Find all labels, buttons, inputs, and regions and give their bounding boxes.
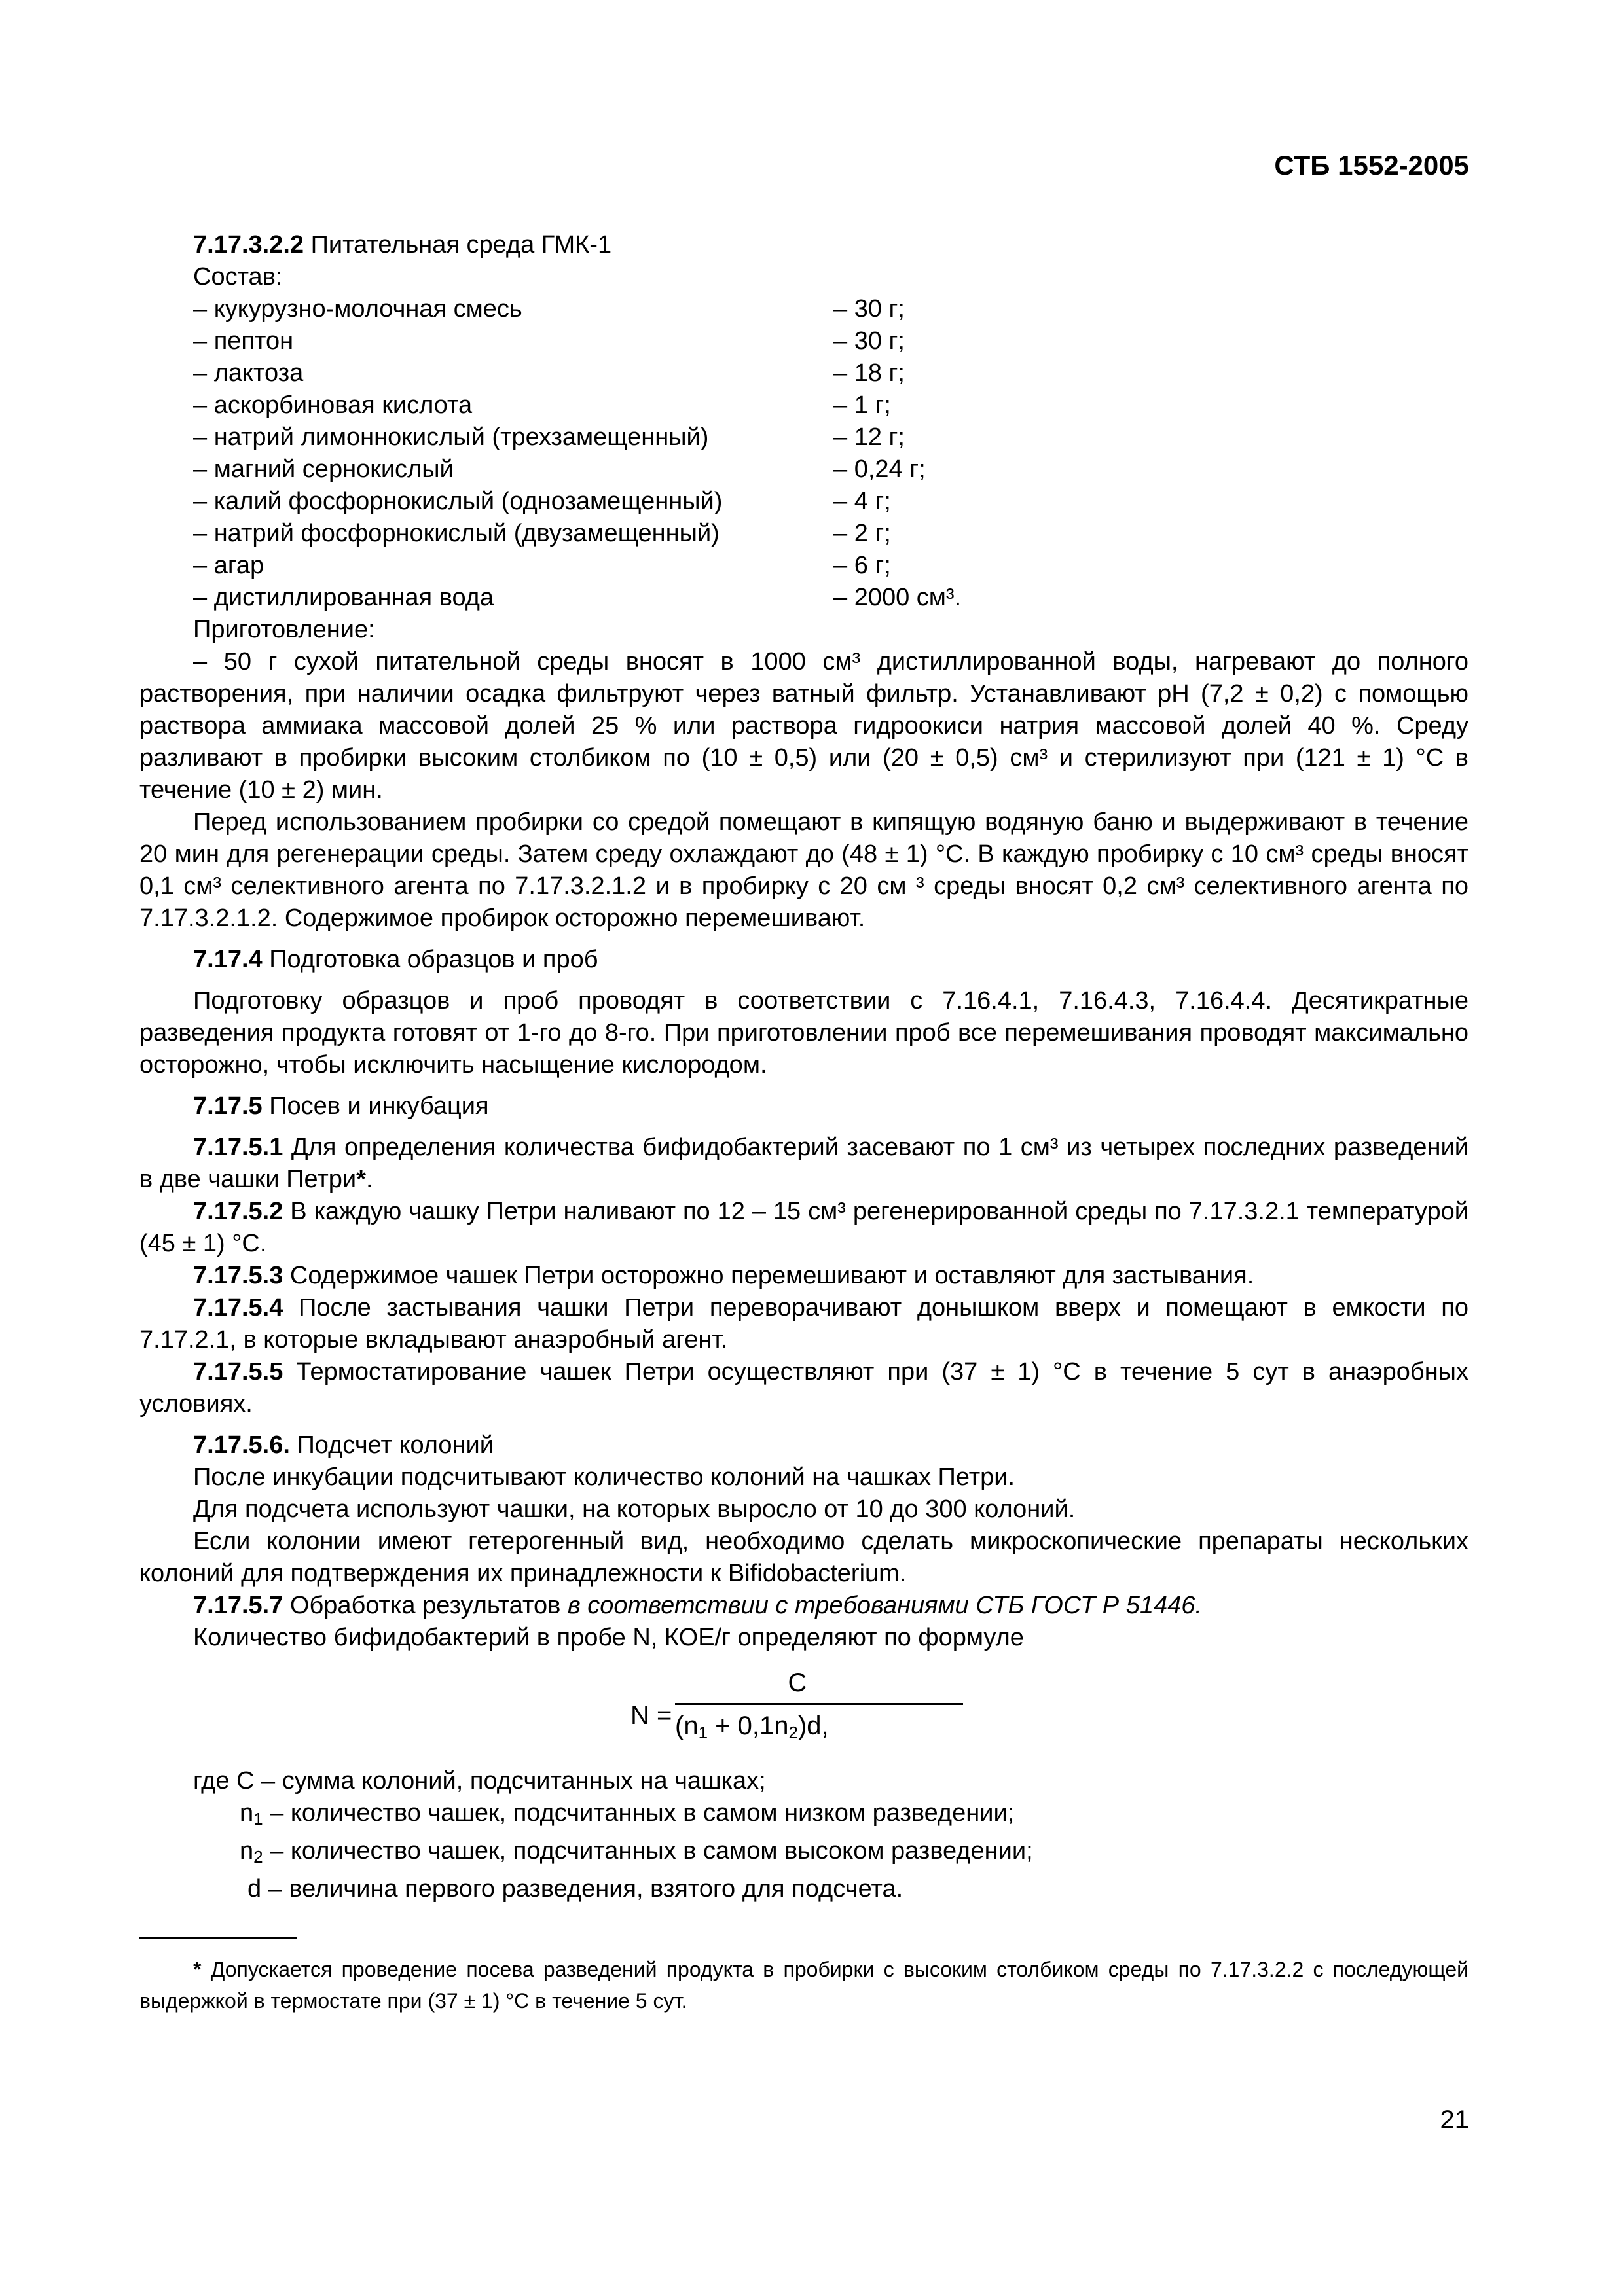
formula [139, 1667, 1468, 1765]
component-row: – аскорбиновая кислота – 1 г; [193, 391, 891, 419]
section-heading: 7.17.5.7 Обработка результатов в соответствии с требованиями СТБ ГОСТ Р 51446. [193, 1592, 1202, 1619]
body-line: После инкубации подсчитывают количество колоний на чашках Петри. [193, 1463, 1015, 1491]
composition-label: Состав: [193, 263, 283, 291]
preparation-paragraph: – 50 г сухой питательной среды вносят в 1000 см³ дистиллированной воды, нагревают до полного растворения, при наличии осадка фильтруют через ватный фильтр. Устанавливают рН (7,2 ± 0,2) с помощью раствора аммиака массовой долей 25 % или раствора гидроокиси натрия массовой долей 40 %. Среду разливают в пробирки высоким столбиком по (10 ± 0,5) или (20 ± 0,5) см³ и стерилизуют при (121 ± 1) °С в течение (10 ± 2) мин. [139, 648, 1468, 804]
where-line: где С – сумма колоний, подсчитанных на чашках; [193, 1767, 766, 1795]
component-row: – магний сернокислый – 0,24 г; [193, 456, 926, 483]
body-paragraph: Подготовку образцов и проб проводят в соответствии с 7.16.4.1, 7.16.4.3, 7.16.4.4. Десятикратные разведения продукта готовят от 1-го до 8-го. При приготовлении проб все перемешивания проводят максимально осторожно, чтобы исключить насыщение кислородом. [139, 987, 1468, 1079]
component-row: – кукурузно-молочная смесь – 30 г; [193, 295, 905, 323]
body-paragraph: 7.17.5.3 Содержимое чашек Петри осторожно перемешивают и оставляют для застывания. [193, 1262, 1254, 1289]
page-number: 21 [1440, 2106, 1469, 2134]
component-row: – пептон – 30 г; [193, 327, 905, 355]
where-line: $n_2$ – количество чашек, подсчитанных в самом высоком разведении; [240, 1837, 1033, 1867]
formula-intro: Количество бифидобактерий в пробе N, КОЕ/г определяют по формуле [193, 1624, 1024, 1651]
body-paragraph: 7.17.5.2 В каждую чашку Петри наливают по 12 – 15 см³ регенерированной среды по 7.17.3.2.1 температурой (45 ± 1) °С. [139, 1198, 1468, 1257]
body-paragraph: 7.17.5.5 Термостатирование чашек Петри осуществляют при (37 ± 1) °С в течение 5 сут в анаэробных условиях. [139, 1358, 1468, 1418]
where-line: d – величина первого разведения, взятого для подсчета. [247, 1875, 903, 1903]
where-line: $n_1$ – количество чашек, подсчитанных в самом низком разведении; [240, 1799, 1015, 1829]
component-row: – лактоза – 18 г; [193, 359, 905, 387]
footnote: * Допускается проведение посева разведений продукта в пробирки с высоким столбиком среды по 7.17.3.2.2 с последующей выдержкой в термостате при (37 ± 1) °С в течение 5 сут. [139, 1958, 1468, 2013]
body-paragraph: 7.17.5.1 Для определения количества бифидобактерий засевают по 1 см³ из четырех последних разведений в две чашки Петри*. [139, 1134, 1468, 1193]
footnote-reference: * [356, 1166, 366, 1193]
section-heading: 7.17.4 Подготовка образцов и проб [193, 946, 598, 973]
component-row: – агар – 6 г; [193, 552, 891, 579]
section-heading: 7.17.5 Посев и инкубация [193, 1092, 489, 1120]
body-paragraph: Если колонии имеют гетерогенный вид, необходимо сделать микроскопические препараты нескольких колоний для подтверждения их принадлежности к Bifidobacterium. [139, 1528, 1468, 1587]
page-content [139, 229, 1468, 1905]
formula-numerator: C [788, 1668, 807, 1697]
section-heading: 7.17.3.2.2 Питательная среда ГМК-1 [193, 231, 612, 259]
section-heading: 7.17.5.6. Подсчет колоний [193, 1431, 494, 1459]
fraction-bar [675, 1703, 963, 1705]
document-code: СТБ 1552-2005 [1274, 150, 1469, 181]
component-row: – дистиллированная вода – 2000 см³. [193, 584, 962, 611]
footnote-separator [139, 1937, 297, 1939]
component-row: – натрий фосфорнокислый (двузамещенный) – 2 г; [193, 520, 891, 547]
body-line: Для подсчета используют чашки, на которых выросло от 10 до 300 колоний. [193, 1496, 1076, 1523]
preparation-label: Приготовление: [193, 616, 375, 643]
body-paragraph: 7.17.5.4 После застывания чашки Петри переворачивают донышком вверх и помещают в емкости по 7.17.2.1, в которые вкладывают анаэробный агент. [139, 1294, 1468, 1354]
component-row: – натрий лимоннокислый (трехзамещенный) – 12 г; [193, 423, 905, 451]
component-row: – калий фосфорнокислый (однозамещенный) – 4 г; [193, 488, 891, 515]
formula-denominator: $(n_1 + 0,1n_2)d$, [675, 1712, 829, 1742]
preparation-paragraph: Перед использованием пробирки со средой помещают в кипящую водяную баню и выдерживают в течение 20 мин для регенерации среды. Затем среду охлаждают до (48 ± 1) °С. В каждую пробирку с 10 см³ среды вносят 0,1 см³ селективного агента по 7.17.3.2.1.2 и в пробирку с 20 см ³ среды вносят 0,2 см³ селективного агента по 7.17.3.2.1.2. Содержимое пробирок осторожно перемешивают. [139, 808, 1468, 932]
formula-lhs: N = [630, 1701, 672, 1730]
